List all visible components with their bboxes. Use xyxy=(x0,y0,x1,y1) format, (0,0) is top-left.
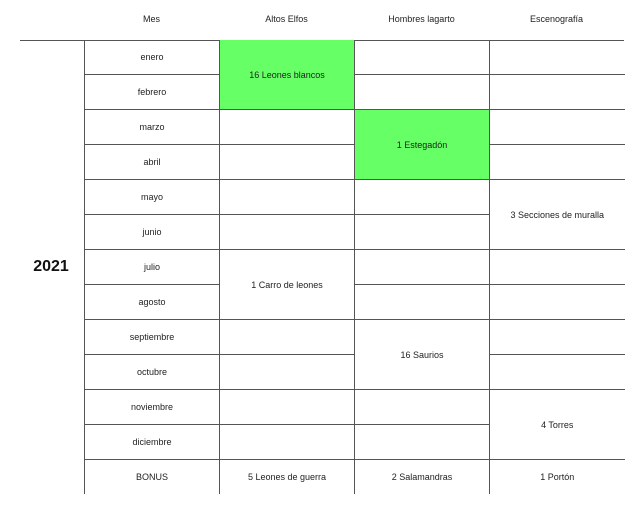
hombres-lagarto-empty-cell xyxy=(355,75,490,110)
month-cell: febrero xyxy=(85,75,220,110)
table-row xyxy=(85,250,625,285)
escenografia-empty-cell xyxy=(490,285,625,320)
hombres-lagarto-empty-cell xyxy=(355,40,490,75)
hombres-lagarto-empty-cell xyxy=(355,180,490,215)
escenografia-empty-cell xyxy=(490,75,625,110)
altos-elfos-empty-cell xyxy=(220,180,355,215)
table-row xyxy=(85,320,625,355)
hombres-lagarto-empty-cell xyxy=(355,215,490,250)
altos-elfos-empty-cell xyxy=(220,110,355,145)
altos-elfos-empty-cell xyxy=(220,320,355,355)
month-cell: agosto xyxy=(85,285,220,320)
header-hombres-lagarto: Hombres lagarto xyxy=(388,14,455,24)
escenografia-empty-cell xyxy=(490,145,625,180)
hombres-lagarto-empty-cell xyxy=(355,285,490,320)
altos-elfos-empty-cell xyxy=(220,425,355,460)
month-cell: abril xyxy=(85,145,220,180)
escenografia-item: 4 Torres xyxy=(490,390,625,460)
table-row xyxy=(85,110,625,145)
header-escenografia: Escenografía xyxy=(529,14,584,24)
hombres-lagarto-empty-cell xyxy=(355,425,490,460)
header-altos-elfos: Altos Elfos xyxy=(265,14,308,24)
month-cell: junio xyxy=(85,215,220,250)
header-mes: Mes xyxy=(142,14,160,24)
hombres-lagarto-bonus: 2 Salamandras xyxy=(355,460,490,495)
month-cell: noviembre xyxy=(85,390,220,425)
hombres-lagarto-item: 1 Estegadón xyxy=(355,110,490,180)
month-cell: julio xyxy=(85,250,220,285)
altos-elfos-empty-cell xyxy=(220,390,355,425)
table-row xyxy=(85,285,625,320)
month-cell: enero xyxy=(85,40,220,75)
year-label: 2021 xyxy=(33,258,69,275)
bonus-row xyxy=(85,460,625,495)
altos-elfos-empty-cell xyxy=(220,145,355,180)
escenografia-item: 3 Secciones de muralla xyxy=(490,180,625,250)
schedule-table xyxy=(84,40,625,494)
altos-elfos-empty-cell xyxy=(220,355,355,390)
escenografia-empty-cell xyxy=(490,110,625,145)
month-cell: septiembre xyxy=(85,320,220,355)
altos-elfos-bonus: 5 Leones de guerra xyxy=(220,460,355,495)
hombres-lagarto-empty-cell xyxy=(355,250,490,285)
escenografia-empty-cell xyxy=(490,250,625,285)
month-cell: octubre xyxy=(85,355,220,390)
escenografia-bonus: 1 Portón xyxy=(490,460,625,495)
table-row xyxy=(85,180,625,215)
escenografia-empty-cell xyxy=(490,355,625,390)
altos-elfos-empty-cell xyxy=(220,215,355,250)
escenografia-empty-cell xyxy=(490,40,625,75)
month-cell: mayo xyxy=(85,180,220,215)
hombres-lagarto-empty-cell xyxy=(355,390,490,425)
table-row xyxy=(85,75,625,110)
month-cell: marzo xyxy=(85,110,220,145)
altos-elfos-item: 1 Carro de leones xyxy=(220,250,355,320)
table-row xyxy=(85,390,625,425)
month-cell: diciembre xyxy=(85,425,220,460)
hombres-lagarto-item: 16 Saurios xyxy=(355,320,490,390)
table-row xyxy=(85,40,625,75)
altos-elfos-item: 16 Leones blancos xyxy=(220,40,355,110)
escenografia-empty-cell xyxy=(490,320,625,355)
bonus-label: BONUS xyxy=(85,460,220,495)
